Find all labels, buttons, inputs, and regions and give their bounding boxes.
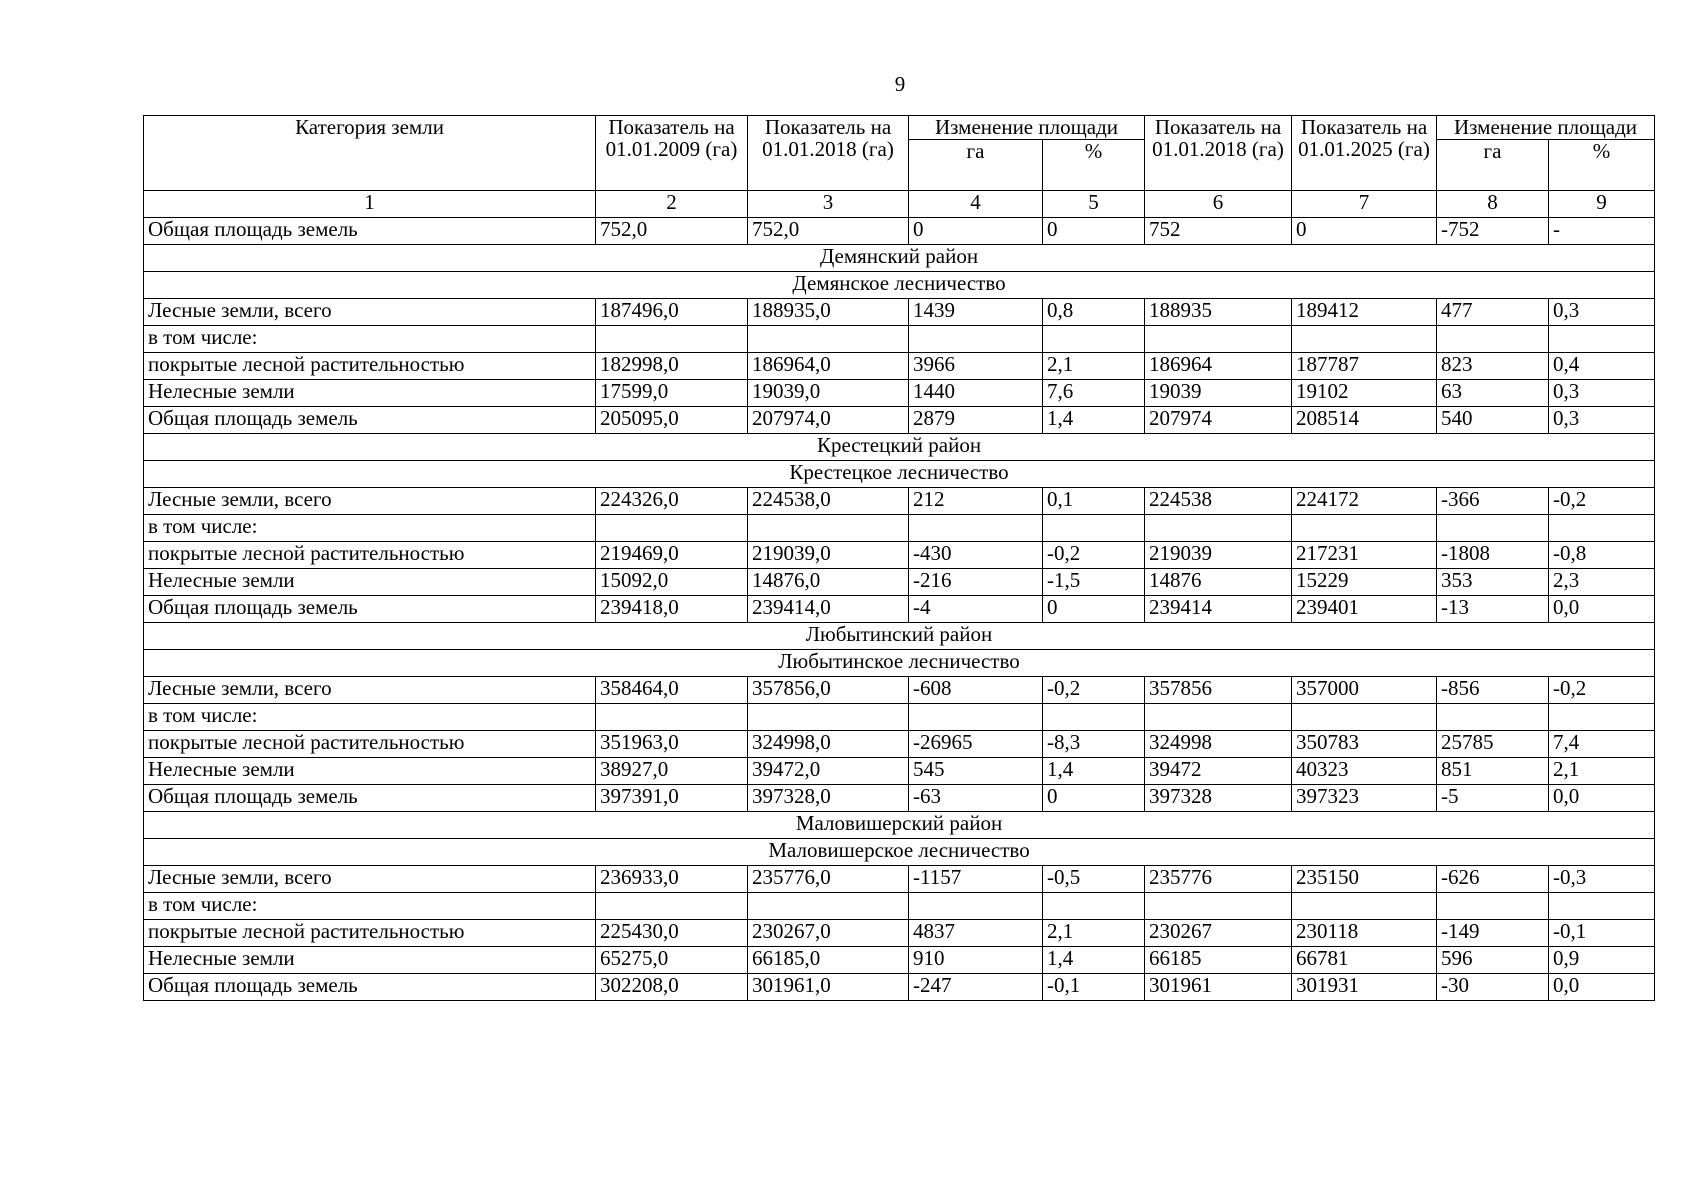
table-cell: 0,4 <box>1549 353 1655 380</box>
table-cell: 217231 <box>1292 542 1437 569</box>
table-row <box>144 299 1655 326</box>
table-row <box>144 488 1655 515</box>
table-cell: -856 <box>1437 677 1549 704</box>
table-cell: 1440 <box>909 380 1043 407</box>
table-cell: -366 <box>1437 488 1549 515</box>
table-cell: 182998,0 <box>596 353 748 380</box>
table-cell: 0,8 <box>1043 299 1145 326</box>
table-cell <box>596 326 748 353</box>
table-row <box>144 569 1655 596</box>
table-cell <box>596 893 748 920</box>
table-cell: 357856,0 <box>748 677 909 704</box>
table-row <box>144 974 1655 1001</box>
table-cell: 351963,0 <box>596 731 748 758</box>
section-row <box>144 839 1655 866</box>
table-cell: 2879 <box>909 407 1043 434</box>
table-cell: 15229 <box>1292 569 1437 596</box>
row-category-cell: Нелесные земли <box>144 380 596 407</box>
table-cell: 397391,0 <box>596 785 748 812</box>
table-cell: 540 <box>1437 407 1549 434</box>
table-cell: 0 <box>1292 218 1437 245</box>
table-cell <box>1549 326 1655 353</box>
section-row <box>144 812 1655 839</box>
table-cell: -1157 <box>909 866 1043 893</box>
table-cell: 235150 <box>1292 866 1437 893</box>
header-pct-2: % <box>1549 140 1655 191</box>
table-cell <box>596 515 748 542</box>
table-row <box>144 893 1655 920</box>
row-category-cell: Общая площадь земель <box>144 407 596 434</box>
table-cell: 14876,0 <box>748 569 909 596</box>
table-cell: 207974,0 <box>748 407 909 434</box>
table-row <box>144 677 1655 704</box>
table-cell: 186964,0 <box>748 353 909 380</box>
section-label: Крестецкое лесничество <box>144 461 1655 488</box>
table-row <box>144 704 1655 731</box>
table-cell: 4837 <box>909 920 1043 947</box>
section-label: Маловишерское лесничество <box>144 839 1655 866</box>
table-cell: 230267 <box>1145 920 1292 947</box>
land-category-table <box>143 115 1655 1001</box>
table-cell: 65275,0 <box>596 947 748 974</box>
table-cell: 208514 <box>1292 407 1437 434</box>
table-cell <box>1437 704 1549 731</box>
table-cell <box>1292 515 1437 542</box>
column-number: 6 <box>1145 191 1292 218</box>
section-row <box>144 461 1655 488</box>
table-cell: 219039,0 <box>748 542 909 569</box>
table-cell: 1,4 <box>1043 407 1145 434</box>
table-cell: - <box>1549 218 1655 245</box>
column-number: 1 <box>144 191 596 218</box>
row-category-cell: Нелесные земли <box>144 758 596 785</box>
table-cell: 353 <box>1437 569 1549 596</box>
row-category-cell: Нелесные земли <box>144 569 596 596</box>
table-cell: -0,1 <box>1549 920 1655 947</box>
table-cell <box>1292 704 1437 731</box>
column-number: 7 <box>1292 191 1437 218</box>
row-category-cell: покрытые лесной растительностью <box>144 731 596 758</box>
table-cell <box>1549 515 1655 542</box>
table-cell: 0 <box>1043 785 1145 812</box>
column-number-row <box>144 191 1655 218</box>
table-cell: 38927,0 <box>596 758 748 785</box>
table-cell <box>909 326 1043 353</box>
column-number: 4 <box>909 191 1043 218</box>
row-category-cell: Общая площадь земель <box>144 785 596 812</box>
table-cell <box>748 515 909 542</box>
header-change-1: Изменение площади <box>909 116 1145 140</box>
table-cell: 0,1 <box>1043 488 1145 515</box>
table-cell: -1,5 <box>1043 569 1145 596</box>
table-cell: -0,2 <box>1549 488 1655 515</box>
table-cell <box>1437 893 1549 920</box>
table-cell <box>748 704 909 731</box>
table-cell: 224326,0 <box>596 488 748 515</box>
table-cell: 0 <box>1043 596 1145 623</box>
table-body <box>144 218 1655 1001</box>
table-cell: 188935,0 <box>748 299 909 326</box>
table-cell: 358464,0 <box>596 677 748 704</box>
table-cell <box>1549 704 1655 731</box>
table-cell <box>1043 704 1145 731</box>
table-cell: 236933,0 <box>596 866 748 893</box>
table-cell: -430 <box>909 542 1043 569</box>
table-cell: 224538,0 <box>748 488 909 515</box>
table-cell: -4 <box>909 596 1043 623</box>
table-cell: 230267,0 <box>748 920 909 947</box>
section-label: Крестецкий район <box>144 434 1655 461</box>
row-category-cell: Общая площадь земель <box>144 974 596 1001</box>
table-cell: -0,3 <box>1549 866 1655 893</box>
table-cell: -5 <box>1437 785 1549 812</box>
table-cell: 0,3 <box>1549 380 1655 407</box>
row-category-cell: Лесные земли, всего <box>144 299 596 326</box>
table-row <box>144 542 1655 569</box>
table-row <box>144 731 1655 758</box>
table-cell: 66185 <box>1145 947 1292 974</box>
table-cell: 17599,0 <box>596 380 748 407</box>
table-cell: -13 <box>1437 596 1549 623</box>
header-ha-2: га <box>1437 140 1549 191</box>
table-cell: 301961,0 <box>748 974 909 1001</box>
table-cell: 302208,0 <box>596 974 748 1001</box>
table-row <box>144 326 1655 353</box>
row-category-cell: Лесные земли, всего <box>144 677 596 704</box>
section-label: Демянское лесничество <box>144 272 1655 299</box>
table-cell: 212 <box>909 488 1043 515</box>
table-cell: 239414 <box>1145 596 1292 623</box>
table-cell: 39472,0 <box>748 758 909 785</box>
table-cell <box>1043 893 1145 920</box>
table-cell: 66185,0 <box>748 947 909 974</box>
table-cell: -1808 <box>1437 542 1549 569</box>
table-cell: 63 <box>1437 380 1549 407</box>
column-number: 2 <box>596 191 748 218</box>
table-cell: -608 <box>909 677 1043 704</box>
table-cell: -247 <box>909 974 1043 1001</box>
table-cell: 0,0 <box>1549 974 1655 1001</box>
table-cell: 3966 <box>909 353 1043 380</box>
table-cell: 350783 <box>1292 731 1437 758</box>
table-cell <box>1437 326 1549 353</box>
table-cell: 219039 <box>1145 542 1292 569</box>
section-row <box>144 650 1655 677</box>
table-cell: 66781 <box>1292 947 1437 974</box>
table-cell: -0,1 <box>1043 974 1145 1001</box>
table-cell <box>596 704 748 731</box>
table-cell: 0,9 <box>1549 947 1655 974</box>
section-label: Маловишерский район <box>144 812 1655 839</box>
table-cell: -0,2 <box>1043 677 1145 704</box>
table-cell: 40323 <box>1292 758 1437 785</box>
table-row <box>144 515 1655 542</box>
table-cell <box>748 326 909 353</box>
header-col6: Показатель на 01.01.2018 (га) <box>1145 116 1292 191</box>
table-row <box>144 758 1655 785</box>
row-category-cell: в том числе: <box>144 893 596 920</box>
header-col7: Показатель на 01.01.2025 (га) <box>1292 116 1437 191</box>
section-label: Демянский район <box>144 245 1655 272</box>
table-cell: 187787 <box>1292 353 1437 380</box>
table-cell: 752,0 <box>748 218 909 245</box>
table-cell: 219469,0 <box>596 542 748 569</box>
table-cell <box>1043 515 1145 542</box>
table-cell: 224538 <box>1145 488 1292 515</box>
table-cell: 0,3 <box>1549 407 1655 434</box>
table-cell <box>1145 704 1292 731</box>
table-cell: 851 <box>1437 758 1549 785</box>
table-cell: -0,5 <box>1043 866 1145 893</box>
row-category-cell: в том числе: <box>144 704 596 731</box>
table-cell: 357856 <box>1145 677 1292 704</box>
table-cell: 2,3 <box>1549 569 1655 596</box>
table-cell <box>748 893 909 920</box>
table-cell: 2,1 <box>1043 353 1145 380</box>
table-cell: 25785 <box>1437 731 1549 758</box>
table-cell: 301931 <box>1292 974 1437 1001</box>
table-cell <box>1043 326 1145 353</box>
table-cell: -626 <box>1437 866 1549 893</box>
table-row <box>144 353 1655 380</box>
table-cell: 230118 <box>1292 920 1437 947</box>
table-cell: -8,3 <box>1043 731 1145 758</box>
table-cell: 239414,0 <box>748 596 909 623</box>
table-cell: -0,2 <box>1043 542 1145 569</box>
table-cell <box>1549 893 1655 920</box>
table-cell: -149 <box>1437 920 1549 947</box>
table-cell <box>909 515 1043 542</box>
table-cell: 0,0 <box>1549 785 1655 812</box>
table-cell: 0,0 <box>1549 596 1655 623</box>
table-cell: 14876 <box>1145 569 1292 596</box>
table-cell: 239418,0 <box>596 596 748 623</box>
table-cell: 15092,0 <box>596 569 748 596</box>
table-row <box>144 920 1655 947</box>
table-cell: 19102 <box>1292 380 1437 407</box>
table-cell: 752 <box>1145 218 1292 245</box>
header-change-2: Изменение площади <box>1437 116 1655 140</box>
table-cell: 19039 <box>1145 380 1292 407</box>
section-label: Любытинское лесничество <box>144 650 1655 677</box>
table-cell: 0,3 <box>1549 299 1655 326</box>
row-category-cell: Общая площадь земель <box>144 596 596 623</box>
table-cell: 324998 <box>1145 731 1292 758</box>
table-cell: 1,4 <box>1043 947 1145 974</box>
column-number: 8 <box>1437 191 1549 218</box>
header-category: Категория земли <box>144 116 596 191</box>
table-cell <box>909 704 1043 731</box>
table-cell: -30 <box>1437 974 1549 1001</box>
table-cell: -752 <box>1437 218 1549 245</box>
table-row <box>144 407 1655 434</box>
table-cell: -0,2 <box>1549 677 1655 704</box>
table-cell: -0,8 <box>1549 542 1655 569</box>
table-cell: 7,4 <box>1549 731 1655 758</box>
table-cell: 189412 <box>1292 299 1437 326</box>
table-cell: -63 <box>909 785 1043 812</box>
table-cell: 823 <box>1437 353 1549 380</box>
section-row <box>144 434 1655 461</box>
table-row <box>144 218 1655 245</box>
column-number: 9 <box>1549 191 1655 218</box>
table-cell: 235776,0 <box>748 866 909 893</box>
column-number: 5 <box>1043 191 1145 218</box>
header-pct-1: % <box>1043 140 1145 191</box>
table-row <box>144 947 1655 974</box>
table-cell: 7,6 <box>1043 380 1145 407</box>
table-cell: 324998,0 <box>748 731 909 758</box>
table-cell: 207974 <box>1145 407 1292 434</box>
table-cell: 397328 <box>1145 785 1292 812</box>
table-cell <box>909 893 1043 920</box>
column-number: 3 <box>748 191 909 218</box>
row-category-cell: Нелесные земли <box>144 947 596 974</box>
table-cell <box>1145 515 1292 542</box>
table-cell: 301961 <box>1145 974 1292 1001</box>
table-cell: 910 <box>909 947 1043 974</box>
table-cell: 239401 <box>1292 596 1437 623</box>
table-cell: 225430,0 <box>596 920 748 947</box>
table-header <box>144 116 1655 218</box>
section-row <box>144 245 1655 272</box>
table-cell: 2,1 <box>1043 920 1145 947</box>
table-cell: 0 <box>909 218 1043 245</box>
table-cell: 2,1 <box>1549 758 1655 785</box>
section-row <box>144 272 1655 299</box>
table-cell: 397328,0 <box>748 785 909 812</box>
table-cell: 224172 <box>1292 488 1437 515</box>
table-cell: 235776 <box>1145 866 1292 893</box>
header-ha-1: га <box>909 140 1043 191</box>
header-col2: Показатель на 01.01.2009 (га) <box>596 116 748 191</box>
table-cell: 357000 <box>1292 677 1437 704</box>
table-cell <box>1292 893 1437 920</box>
table-cell: 545 <box>909 758 1043 785</box>
table-cell: -26965 <box>909 731 1043 758</box>
table-cell <box>1145 893 1292 920</box>
row-category-cell: покрытые лесной растительностью <box>144 353 596 380</box>
table-cell: 39472 <box>1145 758 1292 785</box>
table-cell: 1,4 <box>1043 758 1145 785</box>
table-cell <box>1437 515 1549 542</box>
row-category-cell: Общая площадь земель <box>144 218 596 245</box>
table-cell <box>1145 326 1292 353</box>
table-cell: 187496,0 <box>596 299 748 326</box>
table-row <box>144 380 1655 407</box>
row-category-cell: Лесные земли, всего <box>144 866 596 893</box>
table-cell: 0 <box>1043 218 1145 245</box>
section-label: Любытинский район <box>144 623 1655 650</box>
table-cell: 596 <box>1437 947 1549 974</box>
table-cell: -216 <box>909 569 1043 596</box>
row-category-cell: в том числе: <box>144 515 596 542</box>
table-cell <box>1292 326 1437 353</box>
table-cell: 397323 <box>1292 785 1437 812</box>
header-col3: Показатель на 01.01.2018 (га) <box>748 116 909 191</box>
table-cell: 188935 <box>1145 299 1292 326</box>
table-row <box>144 785 1655 812</box>
table-row <box>144 866 1655 893</box>
table-cell: 186964 <box>1145 353 1292 380</box>
page-number: 9 <box>894 72 906 96</box>
table-row <box>144 596 1655 623</box>
table-cell: 19039,0 <box>748 380 909 407</box>
row-category-cell: в том числе: <box>144 326 596 353</box>
table-cell: 752,0 <box>596 218 748 245</box>
row-category-cell: покрытые лесной растительностью <box>144 542 596 569</box>
row-category-cell: покрытые лесной растительностью <box>144 920 596 947</box>
table-cell: 477 <box>1437 299 1549 326</box>
table-cell: 205095,0 <box>596 407 748 434</box>
section-row <box>144 623 1655 650</box>
table-cell: 1439 <box>909 299 1043 326</box>
row-category-cell: Лесные земли, всего <box>144 488 596 515</box>
